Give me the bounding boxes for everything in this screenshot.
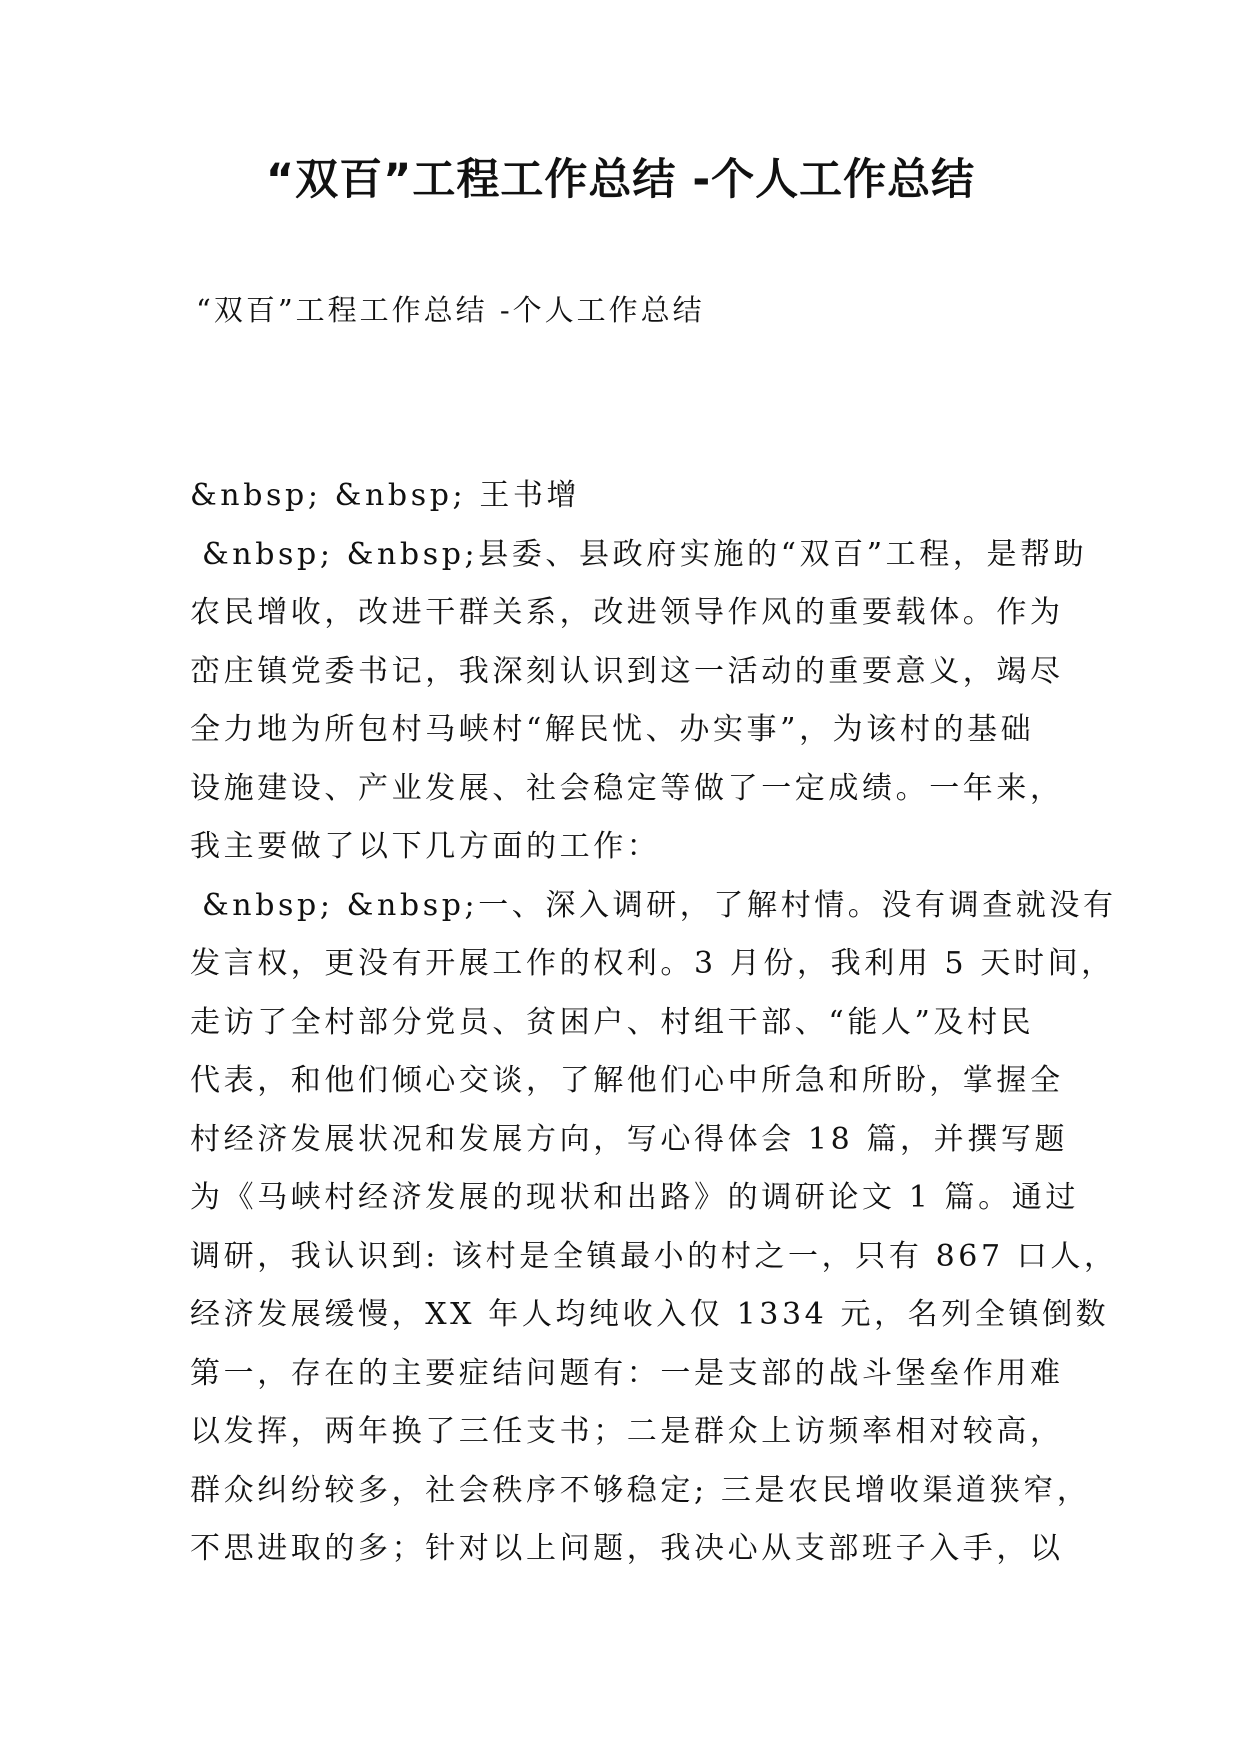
paragraph-line: 调研，我认识到: 该村是全镇最小的村之一，只有 867 口人， <box>190 1238 1118 1274</box>
paragraph-line: 群众纠纷较多，社会秩序不够稳定; 三是农民增收渠道狭窄， <box>190 1472 1091 1508</box>
paragraph-line: 代表，和他们倾心交谈，了解他们心中所急和所盼，掌握全 <box>190 1063 1064 1098</box>
paragraph-line: 走访了全村部分党员、贫困户、村组干部、“能人”及村民 <box>190 1004 1035 1040</box>
document-subtitle: “双百”工程工作总结 -个人工作总结 <box>196 293 705 327</box>
document-title: “双百”工程工作总结 -个人工作总结 <box>265 155 976 205</box>
paragraph-line: 全力地为所包村马峡村“解民忧、办实事”，为该村的基础 <box>190 712 1035 747</box>
paragraph-line: 农民增收，改进干群关系，改进领导作风的重要载体。作为 <box>190 595 1064 630</box>
paragraph-line: 经济发展缓慢，XX 年人均纯收入仅 1334 元，名列全镇倒数 <box>190 1297 1110 1332</box>
paragraph-line: 不思进取的多；针对以上问题，我决心从支部班子入手，以 <box>190 1531 1064 1566</box>
paragraph-line: &nbsp; &nbsp;县委、县政府实施的“双百”工程，是帮助 <box>202 536 1088 572</box>
document-body <box>190 467 1118 1579</box>
paragraph-line: 以发挥，两年换了三任支书；二是群众上访频率相对较高， <box>190 1414 1064 1449</box>
paragraph-line: 发言权，更没有开展工作的权利。3 月份，我利用 5 天时间， <box>190 946 1115 981</box>
paragraph-line: 为《马峡村经济发展的现状和出路》的调研论文 1 篇。通过 <box>190 1180 1079 1215</box>
author-line: &nbsp; &nbsp; 王书增 <box>190 478 581 513</box>
paragraph-line: 峦庄镇党委书记，我深刻认识到这一活动的重要意义，竭尽 <box>190 653 1064 689</box>
paragraph-line: 第一，存在的主要症结问题有：一是支部的战斗堡垒作用难 <box>190 1355 1064 1391</box>
paragraph-line: 我主要做了以下几方面的工作： <box>190 829 661 864</box>
paragraph-line: 村经济发展状况和发展方向，写心得体会 18 篇，并撰写题 <box>190 1121 1069 1157</box>
paragraph-line: 设施建设、产业发展、社会稳定等做了一定成绩。一年来， <box>190 770 1064 806</box>
paragraph-line: &nbsp; &nbsp;一、深入调研，了解村情。没有调查就没有 <box>202 887 1117 923</box>
